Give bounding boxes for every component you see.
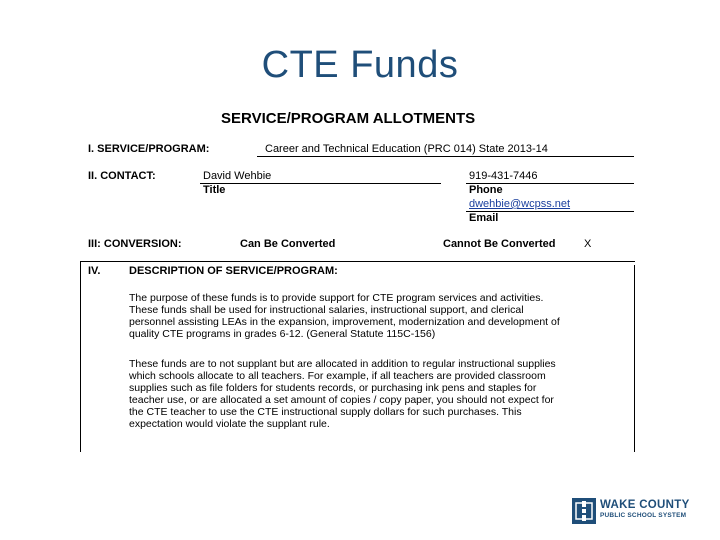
service-program-value: Career and Technical Education (PRC 014) State 2013-14 bbox=[265, 143, 548, 155]
service-program-underline bbox=[257, 156, 634, 157]
paragraph-2-line: supplies such as file folders for students records, or purchasing ink pens and staples for bbox=[129, 381, 537, 394]
paragraph-1-line: These funds shall be used for instructional salaries, instructional support, and clerical bbox=[129, 303, 524, 316]
logo-line-1: WAKE COUNTY bbox=[600, 499, 690, 511]
conversion-label: III: CONVERSION: bbox=[88, 238, 182, 250]
contact-email-link[interactable]: dwehbie@wcpss.net bbox=[469, 198, 571, 210]
contact-label: II. CONTACT: bbox=[88, 170, 156, 182]
contact-email-caption: Email bbox=[469, 212, 499, 224]
paragraph-1-line: The purpose of these funds is to provide support for CTE program services and activities. bbox=[129, 292, 544, 304]
document-heading: SERVICE/PROGRAM ALLOTMENTS bbox=[221, 110, 476, 127]
paragraph-1-line: quality CTE programs in grades 6-12. (General Statute 115C-156) bbox=[129, 327, 436, 340]
paragraph-2-line: teacher use, or are allocated a set amount of copies / copy paper, you should not expect for bbox=[129, 393, 554, 406]
paragraph-2-line: the CTE teacher to use the CTE instructional supply dollars for such purchases. This bbox=[129, 405, 522, 418]
paragraph-2-line: These funds are to not supplant but are allocated in addition to regular instructional supplies bbox=[129, 358, 556, 370]
service-program-label: I. SERVICE/PROGRAM: bbox=[88, 143, 210, 155]
paragraph-2-line: expectation would violate the supplant rule. bbox=[129, 417, 330, 430]
slide-title: CTE Funds bbox=[261, 44, 459, 86]
description-paragraph-2 bbox=[129, 359, 629, 430]
description-title: DESCRIPTION OF SERVICE/PROGRAM: bbox=[129, 265, 338, 277]
logo-line-2: PUBLIC SCHOOL SYSTEM bbox=[600, 512, 687, 519]
section4-right-rule bbox=[634, 265, 635, 452]
contact-phone-caption: Phone bbox=[469, 184, 503, 196]
wake-county-logo bbox=[572, 498, 690, 524]
conversion-option-cannot: Cannot Be Converted bbox=[443, 238, 556, 250]
section4-top-rule bbox=[80, 261, 635, 262]
description-paragraph-1 bbox=[129, 293, 629, 341]
logo-emblem-icon bbox=[572, 498, 596, 524]
contact-name-underline bbox=[200, 183, 441, 184]
conversion-option-can: Can Be Converted bbox=[240, 238, 336, 250]
description-number: IV. bbox=[88, 265, 101, 277]
contact-name-caption: Title bbox=[203, 184, 226, 196]
section4-left-rule bbox=[80, 261, 81, 452]
paragraph-1-line: personnel assisting LEAs in the expansion, improvement, modernization and development of bbox=[129, 315, 560, 328]
paragraph-2-line: which schools allocate to all teachers. For example, if all teachers are provided classroom bbox=[129, 369, 546, 382]
conversion-mark: X bbox=[584, 238, 592, 250]
contact-phone: 919-431-7446 bbox=[469, 170, 538, 182]
contact-name: David Wehbie bbox=[203, 170, 272, 182]
